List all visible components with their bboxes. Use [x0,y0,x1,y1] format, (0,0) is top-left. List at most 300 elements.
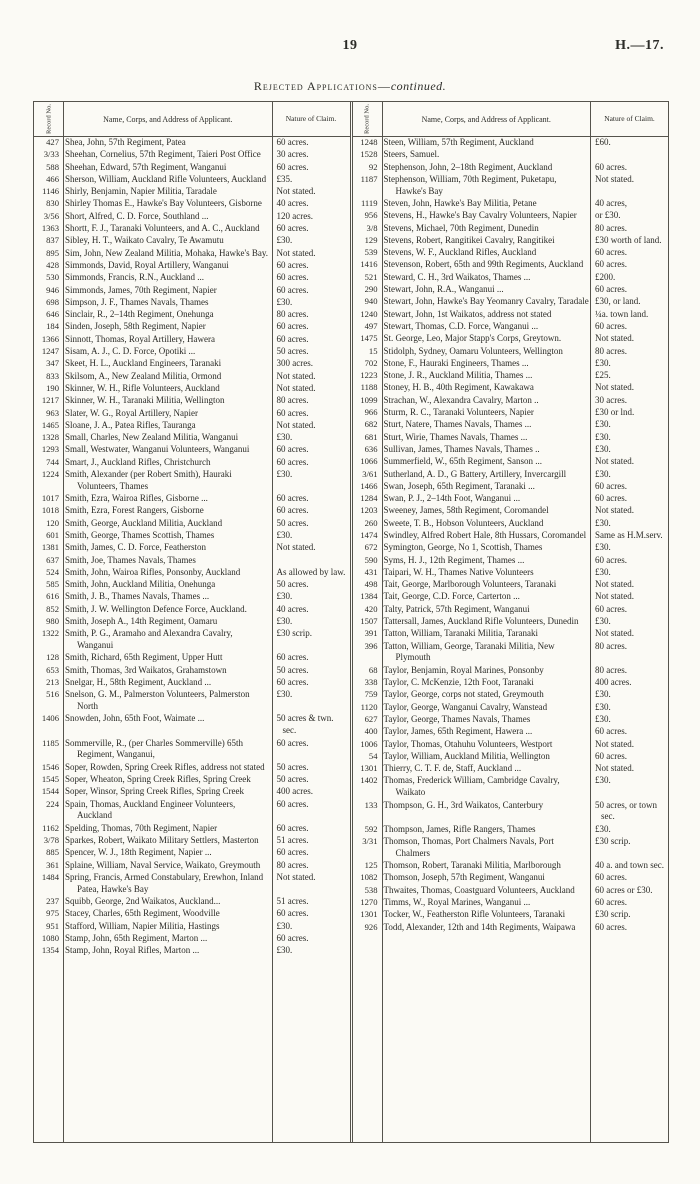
table-row [34,371,350,383]
table-row [34,847,350,859]
record-no: 975 [46,908,59,919]
applicant-name: Skinner, W. H., Taranaki Militia, Wellington [65,395,225,406]
nature-of-claim: Same as H.M.serv. [595,530,663,540]
nature-of-claim: £30. [595,701,611,712]
nature-of-claim: Not stated. [595,579,634,590]
table-row [34,786,350,798]
table-row [34,542,350,554]
applicant-name: Sturt, Wirie, Thames Navals, Thames ... [383,431,528,442]
record-no: 427 [46,137,59,147]
applicant-name: Stevenson, Robert, 65th and 99th Regiments, Auckland [383,259,584,270]
table-row [34,738,350,762]
applicant-name: Smith, George, Auckland Militia, Auckland [65,517,223,528]
applicant-name: Smith, Ezra, Forest Rangers, Gisborne [65,505,204,516]
record-no: 133 [364,799,378,810]
record-no: 129 [364,234,378,245]
table-right-half [350,102,669,1142]
record-no: 672 [364,542,378,553]
nature-of-claim: £30. [595,775,611,786]
applicant-name: Slater, W. G., Royal Artillery, Napier [65,407,199,418]
applicant-name: Smith, James, C. D. Force, Featherston [65,542,206,553]
table-row [353,210,669,222]
nature-of-claim: £30. [595,542,611,553]
table-row [34,223,350,235]
applicant-name: Simmonds, James, 70th Regiment, Napier [65,284,217,295]
nature-of-claim: £30. [595,566,611,577]
table-row [353,885,669,897]
record-no: 956 [364,210,378,221]
table-row [353,358,669,370]
nature-of-claim: £25. [595,370,611,381]
table-row [353,198,669,210]
record-no: 1006 [360,738,378,749]
applicant-name: Smith, John, Wairoa Rifles, Ponsonby, Auckland [65,566,241,577]
record-no: 682 [364,419,378,430]
record-no: 524 [46,566,59,577]
nature-of-claim: £30. [276,296,293,307]
nature-of-claim: 60 acres. [276,908,309,919]
record-no: 466 [46,173,59,184]
nature-of-claim: Not stated. [595,591,634,602]
record-no: 539 [364,247,378,258]
record-no: 963 [46,407,59,418]
column-divider [272,102,273,1142]
table-row [353,824,669,836]
nature-of-claim: £30. [595,823,611,834]
record-no: 3/78 [43,834,59,845]
nature-of-claim: 60 acres. [276,259,309,270]
table-row [34,248,350,260]
applicant-name: Smith, Ezra, Wairoa Rifles, Gisborne ... [65,493,208,504]
table-row [34,432,350,444]
rejected-applications-table [33,101,669,1143]
table-row [353,555,669,567]
header-row [34,102,350,137]
table-row [353,346,669,358]
record-no: 1466 [360,480,378,491]
table-row [353,591,669,603]
applicant-name: Soper, Rowden, Spring Creek Rifles, address not stated [65,761,265,772]
record-no: 1545 [41,773,59,784]
nature-of-claim: 40 a. and town sec. [595,860,664,871]
record-no: 759 [364,689,378,700]
nature-of-claim: 80 acres. [595,222,627,233]
nature-of-claim: 60 acres. [595,493,627,504]
record-no: 592 [364,823,378,834]
nature-of-claim: 60 acres. [276,798,309,809]
record-no: 530 [46,272,59,283]
record-no: 1080 [41,932,59,943]
record-no: 15 [368,345,378,356]
record-no: 290 [364,284,378,295]
table-row [34,149,350,161]
nature-of-claim: £30. [595,419,611,430]
applicant-name: Skinner, W. H., Rifle Volunteers, Auckland [65,382,220,393]
applicant-name: Stephenson, William, 70th Regiment, Puketapu, Hawke's Bay [383,173,557,196]
record-no: 68 [368,664,378,675]
applicant-name: St. George, Leo, Major Stapp's Corps, Greytown. [383,333,562,344]
applicant-name: Stone, J. R., Auckland Militia, Thames ... [383,370,533,381]
applicant-name: Smith, George, Thames Scottish, Thames [65,530,215,540]
record-no: 92 [368,161,378,172]
nature-of-claim: 60 acres. [276,321,309,332]
table-row [34,174,350,186]
nature-of-claim: Not stated. [595,738,634,749]
nature-of-claim: Not stated. [595,456,634,467]
applicant-name: Taylor, William, Auckland Militia, Wellington [383,750,550,761]
table-row [353,493,669,505]
nature-of-claim: £30. [595,443,611,454]
applicant-name: Shirly, Benjamin, Napier Militia, Taradale [65,186,217,197]
record-no: 616 [46,591,59,602]
applicant-name: Timms, W., Royal Marines, Wanganui ... [383,896,531,907]
record-no: 1284 [360,493,378,504]
table-row [353,518,669,530]
nature-of-claim: £30. [276,591,293,602]
table-row [353,321,669,333]
record-no: 833 [46,370,59,381]
table-row [34,945,350,957]
nature-of-claim: Not stated. [276,419,316,430]
record-no: 1185 [42,737,59,748]
nature-of-claim: 60 acres. [276,456,309,467]
table-row [353,530,669,542]
table-row [353,505,669,517]
nature-of-claim: 60 acres. [276,161,309,172]
applicant-name: Stewart, John, R.A., Wanganui ... [383,284,504,295]
record-no: 497 [364,320,378,331]
record-no: 1416 [360,259,378,270]
nature-of-claim: Not stated. [595,628,634,639]
nature-of-claim: 60 acres. [595,872,627,883]
table-row [34,505,350,517]
record-no: 951 [46,920,59,931]
table-row [353,909,669,921]
applicant-name: Sinclair, R., 2–14th Regiment, Onehunga [65,309,214,320]
applicant-name: Stewart, Thomas, C.D. Force, Wanganui ... [383,320,539,331]
nature-of-claim: £30 worth of land. [595,234,662,245]
record-no: 1544 [41,786,59,797]
table-row [353,897,669,909]
table-row [34,235,350,247]
applicant-name: Taipari, W. H., Thames Native Volunteers [383,566,534,577]
table-row [34,309,350,321]
applicant-name: Squibb, George, 2nd Waikatos, Auckland... [65,895,221,906]
table-row [353,370,669,382]
applicant-name: Sturt, Natere, Thames Navals, Thames ... [383,419,532,430]
record-no: 391 [364,628,378,639]
applicant-name: Taylor, C. McKenzie, 12th Foot, Taranaki [383,677,534,688]
record-no: 1217 [41,395,59,406]
record-no: 396 [364,640,378,651]
table-row [34,469,350,493]
column-divider [63,102,64,1142]
applicant-name: Smith, Richard, 65th Regiment, Upper Hutt [65,652,223,663]
table-row [34,799,350,823]
table-row [353,284,669,296]
applicant-name: Skeet, H. L., Auckland Engineers, Taranaki [65,358,222,369]
nature-of-claim: 60 acres. [276,223,309,234]
table-row [34,493,350,505]
applicant-name: Spencer, W. J., 18th Regiment, Napier ... [65,847,212,858]
table-row [353,419,669,431]
nature-of-claim: 50 acres. [276,517,309,528]
record-no: 3/56 [43,210,59,221]
applicant-name: Tocker, W., Featherston Rifle Volunteers, Taranaki [383,909,566,920]
record-no: 1187 [360,173,378,184]
record-no: 431 [364,566,378,577]
record-no: 3/31 [362,835,378,846]
nature-of-claim: 60 acres. [595,896,627,907]
nature-of-claim: ¼a. town land. [595,308,649,319]
record-no: 627 [364,713,378,724]
applicant-name: Swan, Joseph, 65th Regiment, Taranaki ... [383,480,535,491]
applicant-name: Skilsom, A., New Zealand Militia, Ormond [65,370,222,381]
record-no: 744 [46,456,59,467]
applicant-name: Shea, John, 57th Regiment, Patea [65,137,186,147]
nature-of-claim: £35. [276,173,293,184]
table-row [34,518,350,530]
table-row [34,321,350,333]
applicant-name: Thomson, Joseph, 57th Regiment, Wanganui [383,872,545,883]
applicant-name: Short, Alfred, C. D. Force, Southland ... [65,210,209,221]
nature-of-claim: £30. [595,357,611,368]
table-row [353,444,669,456]
nature-of-claim: 50 acres. [276,773,309,784]
table-row [353,689,669,701]
applicant-name: Stone, F., Hauraki Engineers, Thames ... [383,357,529,368]
nature-of-claim: Not stated. [276,186,316,197]
table-row [353,775,669,799]
applicant-name: Stacey, Charles, 65th Regiment, Woodville [65,908,220,919]
nature-of-claim: £30 or lnd. [595,407,635,418]
nature-of-claim: Not stated. [595,763,634,774]
record-no: 1301 [360,763,378,774]
applicant-name: Sheehan, Edward, 57th Regiment, Wanganui [65,161,227,172]
nature-of-claim: 80 acres. [595,664,627,675]
record-no: 125 [364,860,378,871]
record-no: 1465 [41,419,59,430]
applicant-name: Shortt, F. J., Taranaki Volunteers, and A. C., Auckland [65,223,260,234]
record-no: 940 [364,296,378,307]
record-no: 1017 [41,493,59,504]
table-row [34,604,350,616]
record-no: 1203 [360,505,378,516]
applicant-name: Taylor, George, corps not stated, Greymouth [383,689,544,700]
nature-of-claim: 60 acres. [595,247,627,258]
applicant-name: Sherson, William, Auckland Rifle Volunteers, Auckland [65,173,267,184]
nature-of-claim: or £30. [595,210,621,221]
record-no: 588 [46,161,59,172]
name-header: Name, Corps, and Address of Applicant. [63,102,273,137]
nature-of-claim: Not stated. [276,247,316,258]
left-table [34,102,350,957]
record-no: 1328 [41,432,59,443]
table-row [353,162,669,174]
nature-of-claim: 60 acres. [276,137,309,147]
nature-of-claim: 400 acres. [595,677,632,688]
applicant-name: Thomas, Frederick William, Cambridge Cavalry, Waikato [383,775,560,798]
applicant-name: Spain, Thomas, Auckland Engineer Volunteers, Auckland [65,798,236,821]
nature-of-claim: 30 acres. [276,149,309,160]
record-no: 1247 [41,346,59,357]
table-row [353,469,669,481]
column-divider [590,102,591,1142]
table-row [34,835,350,847]
table-row [34,567,350,579]
record-no: 1322 [41,628,59,639]
table-row [34,908,350,920]
applicant-name: Swindley, Alfred Robert Hale, 8th Hussars, Coromandel [383,530,587,540]
table-row [34,860,350,872]
record-no: 895 [46,247,59,258]
left-table-body [34,137,350,958]
nature-of-claim: 51 acres. [276,895,309,906]
table-row [34,346,350,358]
nature-of-claim: £30 scrip. [276,628,312,639]
record-no: 1354 [41,945,59,956]
applicant-name: Spring, Francis, Armed Constabulary, Erewhon, Inland Patea, Hawke's Bay [65,871,264,894]
record-no: 637 [46,554,59,565]
applicant-name: Taylor, George, Wanganui Cavalry, Wanstead [383,701,548,712]
applicant-name: Talty, Patrick, 57th Regiment, Wanganui [383,603,530,614]
record-no: 885 [46,847,59,858]
applicant-name: Snelgar, H., 58th Regiment, Auckland ... [65,677,212,688]
nature-of-claim: 60 acres. [276,505,309,516]
record-no: 1384 [360,591,378,602]
applicant-name: Thomson, Robert, Taranaki Militia, Marlborough [383,860,561,871]
nature-of-claim: 50 acres. [276,579,309,590]
page-title [0,79,700,94]
nature-of-claim: 40 acres. [276,198,309,209]
table-row [353,272,669,284]
applicant-name: Sweete, T. B., Hobson Volunteers, Auckland [383,517,544,528]
applicant-name: Stamp, John, Royal Rifles, Marton ... [65,945,200,956]
record-no: 1474 [360,530,378,540]
header-row [353,102,669,137]
table-row [353,872,669,884]
nature-of-claim: Not stated. [276,370,316,381]
record-no: 980 [46,616,59,627]
record-no: 428 [46,259,59,270]
applicant-name: Stoney, H. B., 40th Regiment, Kawakawa [383,382,534,393]
nature-of-claim: £30. [276,945,293,956]
nature-of-claim: 50 acres. [276,664,309,675]
record-no: 338 [364,677,378,688]
nature-of-claim: 60 acres. [276,847,309,858]
record-no: 698 [46,296,59,307]
applicant-name: Stevens, Michael, 70th Regiment, Dunedin [383,222,539,233]
applicant-name: Steen, William, 57th Regiment, Auckland [383,137,534,147]
applicant-name: Taylor, Benjamin, Royal Marines, Ponsonby [383,664,544,675]
table-row [34,272,350,284]
nature-of-claim: 60 acres. [595,284,627,295]
table-row [34,591,350,603]
applicant-name: Sparkes, Robert, Waikato Military Settlers, Masterton [65,834,259,845]
nature-of-claim: 51 acres. [276,834,309,845]
record-no: 590 [364,554,378,565]
table-row [34,530,350,542]
nature-of-claim: £30. [595,517,611,528]
record-no: 538 [364,884,378,895]
table-row [34,652,350,664]
table-row [34,186,350,198]
nature-of-claim: 60 acres. [595,921,627,932]
record-no: 1293 [41,444,59,455]
nature-of-claim [591,149,668,161]
claim-header: Nature of Claim. [273,102,350,137]
record-no: 1402 [360,775,378,786]
table-row [353,259,669,271]
nature-of-claim: £30. [276,920,293,931]
record-no: 1146 [42,186,59,197]
record-no: 190 [46,382,59,393]
record-no: 1528 [360,149,378,160]
nature-of-claim: 60 acres. [276,444,309,455]
applicant-name: Tattersall, James, Auckland Rifle Volunteers, Dunedin [383,616,579,627]
record-no: 347 [46,358,59,369]
nature-of-claim: £30 scrip. [595,909,631,920]
record-no: 1120 [360,701,378,712]
table-row [34,555,350,567]
nature-of-claim: 80 acres. [276,395,309,406]
nature-of-claim: 300 acres. [276,358,313,369]
applicant-name: Smith, Joseph A., 14th Regiment, Oamaru [65,616,218,627]
table-row [353,616,669,628]
table-row [34,162,350,174]
record-no: 3/8 [366,222,378,233]
applicant-name: Smart, J., Auckland Rifles, Christchurch [65,456,211,467]
applicant-name: Thwaites, Thomas, Coastguard Volunteers, Auckland [383,884,575,895]
nature-of-claim: 60 acres. [276,677,309,688]
table-row [353,432,669,444]
nature-of-claim: 60 acres. [595,603,627,614]
nature-of-claim: 60 acres. [595,750,627,761]
applicant-name: Simmonds, Francis, R.N., Auckland ... [65,272,204,283]
nature-of-claim: 60 acres. [276,493,309,504]
applicant-name: Stephenson, John, 2–18th Regiment, Auckland [383,161,553,172]
applicant-name: Shirley Thomas E., Hawke's Bay Volunteers, Gisborne [65,198,262,209]
record-no: 852 [46,603,59,614]
record-no: 1301 [360,909,378,920]
applicant-name: Sutherland, A. D., G Battery, Artillery, Invercargill [383,468,567,479]
table-row [34,285,350,297]
nature-of-claim: £30. [595,689,611,700]
table-row [34,713,350,737]
applicant-name: Todd, Alexander, 12th and 14th Regiments, Waipawa [383,921,576,932]
record-no: 636 [364,443,378,454]
record-no: 3/61 [362,468,378,479]
table-row [353,247,669,259]
table-left-half [34,102,350,1142]
nature-of-claim: As allowed by law. [276,566,346,577]
nature-of-claim: Not stated. [595,333,634,344]
record-no-header: Record No. [34,102,63,137]
applicant-name: Soper, Wheaton, Spring Creek Rifles, Spring Creek [65,773,251,784]
applicant-name: Tatton, William, George, Taranaki Militia, New Plymouth [383,640,555,663]
page-number: 19 [342,38,358,53]
nature-of-claim: 120 acres. [276,210,313,221]
nature-of-claim: £30. [595,713,611,724]
right-table [353,102,669,934]
nature-of-claim: 400 acres. [276,786,313,797]
applicant-name: Thierry, C. T. F. de, Staff, Auckland ... [383,763,522,774]
record-no: 1484 [41,871,59,882]
applicant-name: Taylor, James, 65th Regiment, Hawera ... [383,726,533,737]
table-row [353,628,669,640]
table-row [353,137,669,150]
record-no: 1546 [41,761,59,772]
